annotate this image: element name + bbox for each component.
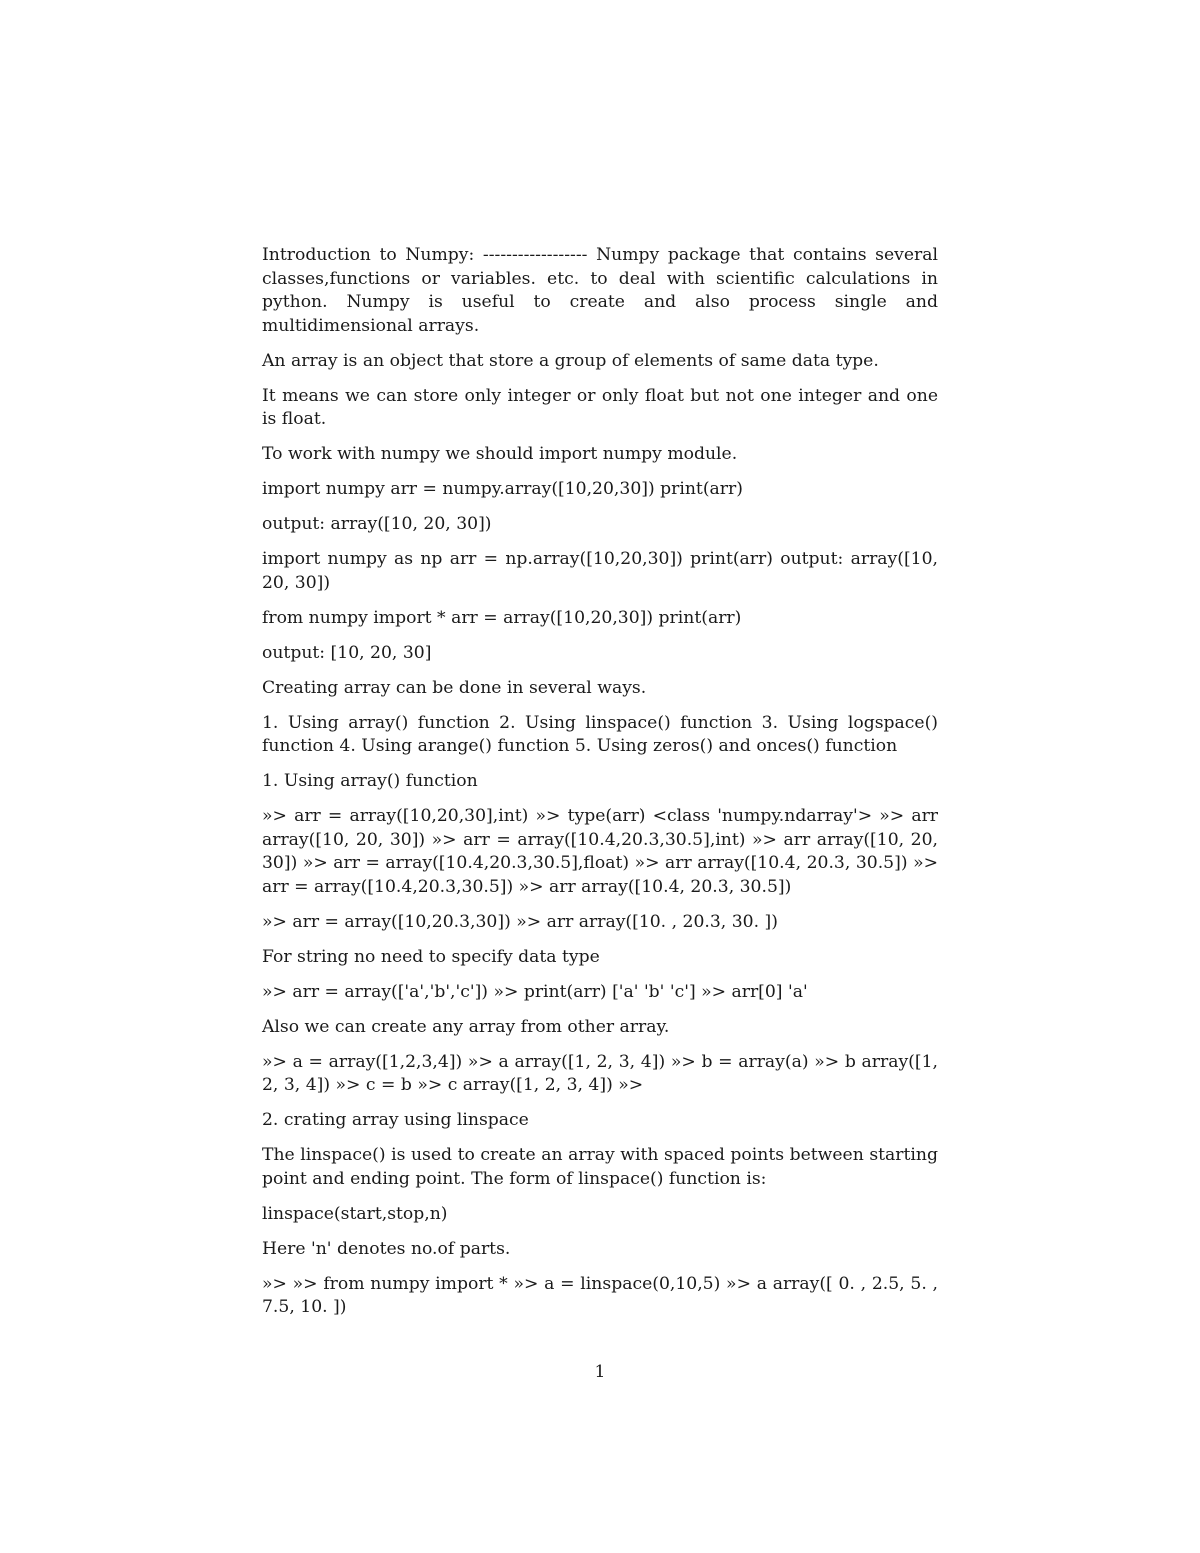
code-import-numpy: import numpy arr = numpy.array([10,20,30]) print(arr) [262, 479, 743, 499]
code-output-1: output: array([10, 20, 30]) [262, 514, 492, 534]
paragraph-array-from-array: Also we can create any array from other array. [262, 1016, 670, 1037]
code-import-numpy-as-np: import numpy as np arr = np.array([10,20,30]) print(arr) output: array([10, 20, 30]) [262, 549, 938, 593]
heading-using-array: 1. Using array() function [262, 771, 478, 791]
paragraph-import-module: To work with numpy we should import numpy module. [262, 444, 738, 464]
page-body [262, 244, 938, 1331]
code-output-2: output: [10, 20, 30] [262, 642, 432, 663]
paragraph-string-type: For string no need to specify data type [262, 946, 600, 967]
heading-linspace: 2. crating array using linspace [262, 1110, 529, 1130]
code-linspace-signature: linspace(start,stop,n) [262, 1203, 448, 1224]
page-number: 1 [594, 1362, 606, 1382]
paragraph-n-parts: Here 'n' denotes no.of parts. [262, 1238, 511, 1259]
paragraph-array-definition: An array is an object that store a group of elements of same data type. [262, 350, 879, 371]
code-from-numpy-import: from numpy import * arr = array([10,20,30]) print(arr) [262, 607, 742, 628]
code-array-examples: »> arr = array([10,20,30],int) »> type(arr) <class 'numpy.ndarray'> »> arr array([10, 20, 30]) »> arr = array([10.4,20.3,30.5],int) »> arr array([10, 20, 30]) »> arr = array([10.4,20.3,30.5],float) »> arr array([10.4, 20.3, 30.5]) »> arr = array([10.4,20.3,30.5]) »> arr array([10.4, 20.3, 30.5]) [262, 806, 938, 897]
code-array-float-example: »> arr = array([10,20.3,30]) »> arr array([10. , 20.3, 30. ]) [262, 911, 778, 932]
paragraph-same-type: It means we can store only integer or only float but not one integer and one is float. [262, 385, 938, 429]
code-string-array: »> arr = array(['a','b','c']) »> print(arr) ['a' 'b' 'c'] »> arr[0] 'a' [262, 981, 808, 1002]
paragraph-methods-list: 1. Using array() function 2. Using linspace() function 3. Using logspace() function 4. Using arange() function 5. Using zeros() and onces() function [262, 712, 938, 756]
code-array-copy: »> a = array([1,2,3,4]) »> a array([1, 2, 3, 4]) »> b = array(a) »> b array([1, 2, 3, 4]) »> c = b »> c array([1, 2, 3, 4]) »> [262, 1051, 938, 1095]
paragraph-intro: Introduction to Numpy: ------------------ Numpy package that contains several classes,functions or variables. etc. to deal with scientific calculations in python. Numpy is useful to create and also process single and multidimensional arrays. [262, 245, 938, 336]
code-linspace-example: »> »> from numpy import * »> a = linspace(0,10,5) »> a array([ 0. , 2.5, 5. , 7.5, 10. ]) [262, 1273, 938, 1317]
paragraph-linspace-description: The linspace() is used to create an array with spaced points between starting point and ending point. The form of linspace() function is: [262, 1145, 938, 1189]
paragraph-creating-array: Creating array can be done in several ways. [262, 677, 647, 698]
